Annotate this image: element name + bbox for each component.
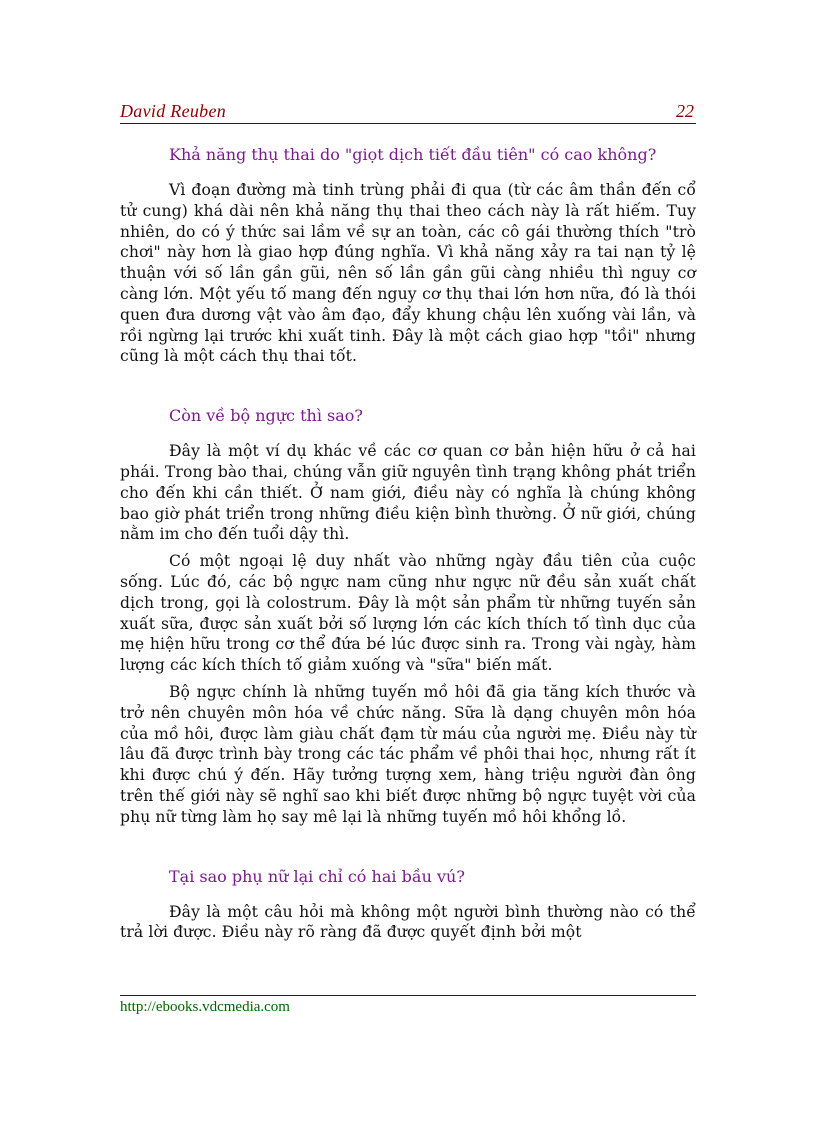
page-header — [120, 101, 696, 123]
header-author: David Reuben — [120, 101, 227, 121]
footer-link[interactable]: http://ebooks.vdcmedia.com — [120, 999, 290, 1015]
page-number: 22 — [676, 101, 694, 121]
body-paragraph: Vì đoạn đường mà tinh trùng phải đi qua (từ các âm thần đến cổ tử cung) khá dài nên khả năng thụ thai theo cách này là rất hiếm. Tuy nhiên, do có ý thức sai lầm về sự an toàn, các cô gái thường thích "trò chơi" này hơn là giao hợp đúng nghĩa. Vì khả năng xảy ra tai nạn tỷ lệ thuận với số lần gần gũi, nên số lần gần gũi càng nhiều thì nguy cơ càng lớn. Một yếu tố mang đến nguy cơ thụ thai lớn hơn nữa, đó là thói quen đưa dương vật vào âm đạo, đẩy khung chậu lên xuống vài lần, và rồi ngừng lại trước khi xuất tinh. Đây là một cách giao hợp "tồi" nhưng cũng là một cách thụ thai tốt. — [120, 181, 696, 366]
section-heading: Còn về bộ ngực thì sao? — [169, 406, 363, 426]
footer-divider — [120, 995, 696, 996]
body-paragraph: Đây là một câu hỏi mà không một người bình thường nào có thể trả lời được. Điều này rõ ràng đã được quyết định bởi một — [120, 902, 696, 942]
section-heading: Khả năng thụ thai do "giọt dịch tiết đầu tiên" có cao không? — [169, 145, 657, 164]
page-body — [120, 140, 696, 943]
body-paragraph: Bộ ngực chính là những tuyến mồ hôi đã gia tăng kích thước và trở nên chuyên môn hóa về chức năng. Sữa là dạng chuyên môn hóa của mồ hôi, được làm giàu chất đạm từ máu của người mẹ. Điều này từ lâu đã được trình bày trong các tác phẩm về phôi thai học, nhưng rất ít khi được chú ý đến. Hãy tưởng tượng xem, hàng triệu người đàn ông trên thế giới này sẽ nghĩ sao khi biết được những bộ ngực tuyệt vời của phụ nữ từng làm họ say mê lại là những tuyến mồ hôi khổng lồ. — [120, 682, 696, 826]
header-divider — [120, 123, 696, 124]
body-paragraph: Đây là một ví dụ khác về các cơ quan cơ bản hiện hữu ở cả hai phái. Trong bào thai, chúng vẫn giữ nguyên tình trạng không phát triển cho đến khi cần thiết. Ở nam giới, điều này có nghĩa là chúng không bao giờ phát triển trong những điều kiện bình thường. Ở nữ giới, chúng nằm im cho đến tuổi dậy thì. — [120, 442, 696, 544]
body-paragraph: Có một ngoại lệ duy nhất vào những ngày đầu tiên của cuộc sống. Lúc đó, các bộ ngực nam cũng như ngực nữ đều sản xuất chất dịch trong, gọi là colostrum. Đây là một sản phẩm từ những tuyến sản xuất sữa, được sản xuất bởi số lượng lớn các kích thích tố tình dục của mẹ hiện hữu trong cơ thể đứa bé lúc được sinh ra. Trong vài ngày, hàm lượng các kích thích tố giảm xuống và "sữa" biến mất. — [120, 552, 696, 675]
section-heading: Tại sao phụ nữ lại chỉ có hai bầu vú? — [169, 866, 465, 886]
